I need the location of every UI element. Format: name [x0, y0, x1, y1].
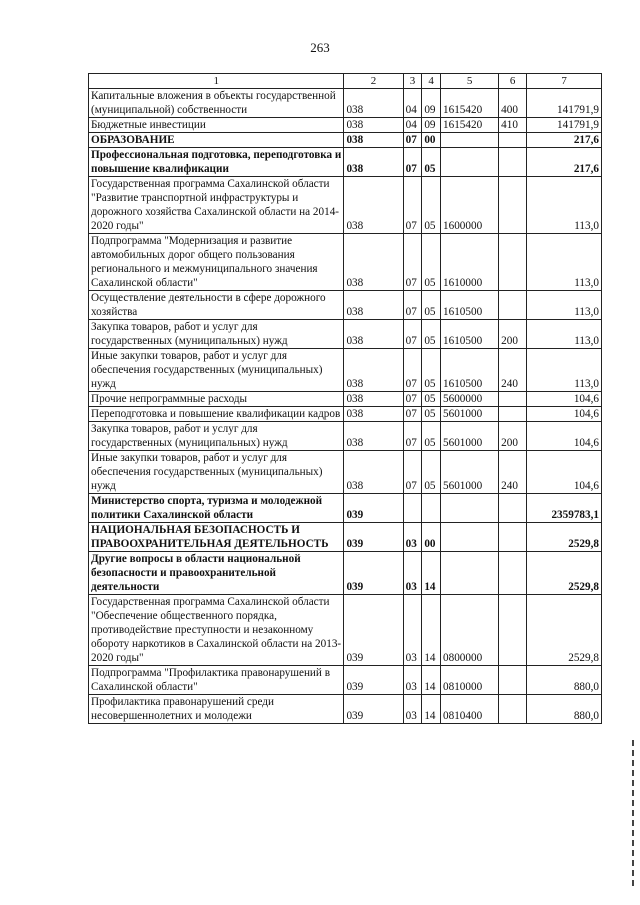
row-target-article: 0800000 [441, 595, 499, 666]
header-col-1: 1 [89, 74, 344, 89]
row-expense-type [499, 148, 527, 177]
row-name: Государственная программа Сахалинской области "Обеспечение общественного порядка, противодействие преступности и незаконному обороту наркотиков в Сахалинской области на 2013-2020 годы" [89, 595, 344, 666]
row-name: Переподготовка и повышение квалификации кадров [89, 407, 344, 422]
row-name: Иные закупки товаров, работ и услуг для обеспечения государственных (муниципальных) нужд [89, 451, 344, 494]
row-ved-code: 038 [344, 349, 403, 392]
row-subsection-code: 05 [422, 451, 441, 494]
row-subsection-code: 14 [422, 552, 441, 595]
row-expense-type: 400 [499, 89, 527, 118]
row-subsection-code: 14 [422, 595, 441, 666]
row-section-code: 04 [403, 118, 422, 133]
header-col-4: 4 [422, 74, 441, 89]
table-row [89, 133, 602, 148]
header-col-5: 5 [441, 74, 499, 89]
row-ved-code: 038 [344, 148, 403, 177]
table-row [89, 422, 602, 451]
table-row [89, 177, 602, 234]
row-target-article: 1610000 [441, 234, 499, 291]
row-section-code: 07 [403, 422, 422, 451]
row-subsection-code: 05 [422, 422, 441, 451]
row-amount: 104,6 [527, 422, 602, 451]
row-amount: 113,0 [527, 234, 602, 291]
row-section-code: 07 [403, 234, 422, 291]
row-subsection-code: 14 [422, 695, 441, 724]
row-amount: 113,0 [527, 177, 602, 234]
row-amount: 141791,9 [527, 89, 602, 118]
row-name: Подпрограмма "Профилактика правонарушений в Сахалинской области" [89, 666, 344, 695]
row-section-code: 07 [403, 392, 422, 407]
row-subsection-code [422, 494, 441, 523]
row-expense-type [499, 234, 527, 291]
row-amount: 104,6 [527, 392, 602, 407]
row-target-article: 0810000 [441, 666, 499, 695]
row-expense-type: 410 [499, 118, 527, 133]
row-section-code: 03 [403, 695, 422, 724]
table-row [89, 695, 602, 724]
table-row [89, 234, 602, 291]
row-amount: 217,6 [527, 148, 602, 177]
row-expense-type [499, 392, 527, 407]
row-target-article [441, 133, 499, 148]
row-section-code: 03 [403, 523, 422, 552]
row-target-article: 1600000 [441, 177, 499, 234]
table-row [89, 291, 602, 320]
row-subsection-code: 05 [422, 407, 441, 422]
row-subsection-code: 00 [422, 133, 441, 148]
table-row [89, 118, 602, 133]
table-row [89, 595, 602, 666]
row-amount: 113,0 [527, 291, 602, 320]
row-amount: 104,6 [527, 407, 602, 422]
row-subsection-code: 05 [422, 148, 441, 177]
row-name: Министерство спорта, туризма и молодежной политики Сахалинской области [89, 494, 344, 523]
row-ved-code: 038 [344, 118, 403, 133]
row-section-code: 07 [403, 407, 422, 422]
header-col-7: 7 [527, 74, 602, 89]
row-name: Бюджетные инвестиции [89, 118, 344, 133]
row-section-code: 07 [403, 349, 422, 392]
row-amount: 217,6 [527, 133, 602, 148]
row-name: НАЦИОНАЛЬНАЯ БЕЗОПАСНОСТЬ И ПРАВООХРАНИТЕЛЬНАЯ ДЕЯТЕЛЬНОСТЬ [89, 523, 344, 552]
row-section-code: 03 [403, 595, 422, 666]
table-row [89, 523, 602, 552]
row-target-article: 1610500 [441, 349, 499, 392]
row-name: Профилактика правонарушений среди несовершеннолетних и молодежи [89, 695, 344, 724]
row-target-article: 5601000 [441, 451, 499, 494]
row-ved-code: 038 [344, 392, 403, 407]
row-subsection-code: 00 [422, 523, 441, 552]
table-row [89, 407, 602, 422]
row-ved-code: 038 [344, 422, 403, 451]
row-ved-code: 038 [344, 291, 403, 320]
table-row [89, 89, 602, 118]
row-target-article [441, 523, 499, 552]
row-ved-code: 038 [344, 320, 403, 349]
row-amount: 141791,9 [527, 118, 602, 133]
row-section-code: 03 [403, 552, 422, 595]
row-name: Государственная программа Сахалинской области "Развитие транспортной инфраструктуры и дорожного хозяйства Сахалинской области на 2014-2020 годы" [89, 177, 344, 234]
row-target-article: 1615420 [441, 118, 499, 133]
row-ved-code: 038 [344, 234, 403, 291]
row-subsection-code: 05 [422, 177, 441, 234]
table-body [89, 89, 602, 724]
row-subsection-code: 05 [422, 392, 441, 407]
row-amount: 113,0 [527, 349, 602, 392]
row-ved-code: 038 [344, 177, 403, 234]
row-expense-type [499, 523, 527, 552]
row-section-code: 07 [403, 451, 422, 494]
row-subsection-code: 05 [422, 320, 441, 349]
row-section-code: 07 [403, 291, 422, 320]
row-ved-code: 038 [344, 89, 403, 118]
row-name: Другие вопросы в области национальной безопасности и правоохранительной деятельности [89, 552, 344, 595]
row-name: Закупка товаров, работ и услуг для государственных (муниципальных) нужд [89, 320, 344, 349]
row-amount: 2529,8 [527, 595, 602, 666]
row-section-code: 07 [403, 148, 422, 177]
row-target-article [441, 494, 499, 523]
row-amount: 2359783,1 [527, 494, 602, 523]
table-row [89, 552, 602, 595]
row-ved-code: 039 [344, 695, 403, 724]
row-ved-code: 039 [344, 552, 403, 595]
row-amount: 2529,8 [527, 523, 602, 552]
row-expense-type [499, 177, 527, 234]
row-target-article: 1610500 [441, 291, 499, 320]
row-subsection-code: 09 [422, 118, 441, 133]
row-target-article [441, 552, 499, 595]
row-ved-code: 038 [344, 407, 403, 422]
row-expense-type [499, 291, 527, 320]
row-expense-type: 240 [499, 451, 527, 494]
row-section-code: 07 [403, 320, 422, 349]
table-header [89, 74, 602, 89]
header-col-3: 3 [403, 74, 422, 89]
row-name: Прочие непрограммные расходы [89, 392, 344, 407]
row-section-code [403, 494, 422, 523]
row-amount: 104,6 [527, 451, 602, 494]
table-row [89, 494, 602, 523]
row-expense-type [499, 666, 527, 695]
row-ved-code: 039 [344, 595, 403, 666]
row-amount: 113,0 [527, 320, 602, 349]
row-expense-type [499, 695, 527, 724]
row-expense-type: 240 [499, 349, 527, 392]
row-ved-code: 038 [344, 451, 403, 494]
row-name: Осуществление деятельности в сфере дорожного хозяйства [89, 291, 344, 320]
row-target-article: 0810400 [441, 695, 499, 724]
row-name: Профессиональная подготовка, переподготовка и повышение квалификации [89, 148, 344, 177]
row-target-article: 5601000 [441, 422, 499, 451]
row-section-code: 07 [403, 133, 422, 148]
row-target-article: 1615420 [441, 89, 499, 118]
row-expense-type [499, 494, 527, 523]
table-row [89, 320, 602, 349]
row-subsection-code: 05 [422, 349, 441, 392]
table-row [89, 451, 602, 494]
row-name: Закупка товаров, работ и услуг для государственных (муниципальных) нужд [89, 422, 344, 451]
table-row [89, 148, 602, 177]
row-name: Подпрограмма "Модернизация и развитие автомобильных дорог общего пользования регионального и межмуниципального значения Сахалинской области" [89, 234, 344, 291]
row-name: ОБРАЗОВАНИЕ [89, 133, 344, 148]
row-subsection-code: 05 [422, 291, 441, 320]
row-expense-type [499, 407, 527, 422]
row-section-code: 07 [403, 177, 422, 234]
row-target-article: 1610500 [441, 320, 499, 349]
row-amount: 880,0 [527, 666, 602, 695]
row-target-article: 5600000 [441, 392, 499, 407]
row-ved-code: 038 [344, 133, 403, 148]
table-row [89, 666, 602, 695]
page-number: 263 [310, 40, 330, 55]
row-expense-type [499, 552, 527, 595]
row-ved-code: 039 [344, 494, 403, 523]
table-row [89, 349, 602, 392]
header-col-6: 6 [499, 74, 527, 89]
row-expense-type: 200 [499, 422, 527, 451]
row-ved-code: 039 [344, 523, 403, 552]
row-amount: 880,0 [527, 695, 602, 724]
header-col-2: 2 [344, 74, 403, 89]
table-row [89, 392, 602, 407]
row-name: Иные закупки товаров, работ и услуг для обеспечения государственных (муниципальных) нужд [89, 349, 344, 392]
row-ved-code: 039 [344, 666, 403, 695]
row-amount: 2529,8 [527, 552, 602, 595]
budget-table [88, 73, 602, 724]
row-section-code: 03 [403, 666, 422, 695]
header-row [89, 74, 602, 89]
row-subsection-code: 14 [422, 666, 441, 695]
row-expense-type [499, 595, 527, 666]
row-target-article: 5601000 [441, 407, 499, 422]
row-expense-type [499, 133, 527, 148]
row-expense-type: 200 [499, 320, 527, 349]
row-subsection-code: 05 [422, 234, 441, 291]
row-target-article [441, 148, 499, 177]
row-section-code: 04 [403, 89, 422, 118]
binding-mark [632, 740, 634, 890]
row-subsection-code: 09 [422, 89, 441, 118]
row-name: Капитальные вложения в объекты государственной (муниципальной) собственности [89, 89, 344, 118]
